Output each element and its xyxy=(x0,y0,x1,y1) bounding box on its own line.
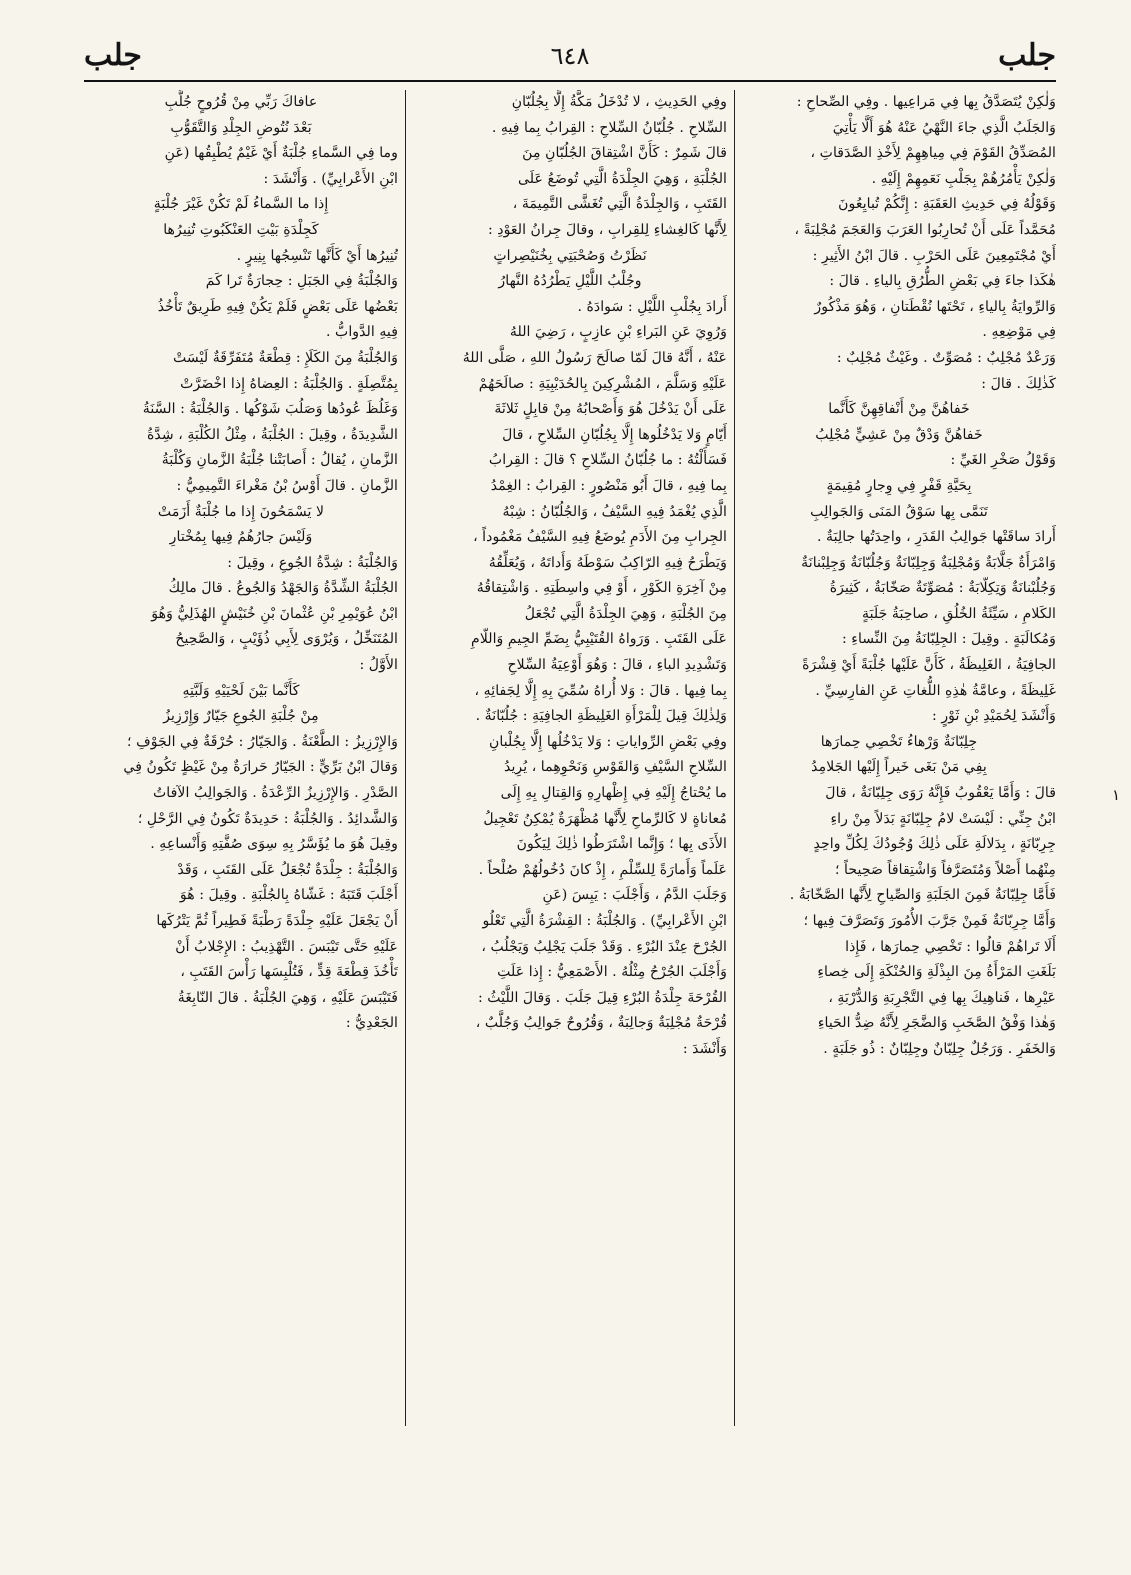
text-line: غَلِيظَةً ، وعامَّةُ هٰذِهِ اللُّغاتِ عَنِ الفارِسِيِّ . xyxy=(815,682,1056,699)
text-line: وَجَلَبَ الدَّمُ ، وَأَجْلَبَ : يَبِسَ (عَنِ xyxy=(542,887,727,904)
text-line: أَيْ مُجْتَمِعِينَ عَلَى الحَرْبِ . قالَ ابْنُ الأَثِيرِ : xyxy=(812,247,1056,264)
header-rule xyxy=(84,80,1056,82)
text-line: وجُلْبُ اللَّيْلِ يَطْرُدُهُ النَّهارُ xyxy=(498,273,642,290)
text-line: الجُلْبَةُ الشِّدَّةُ وَالجَهْدُ وَالجُوعُ . قالَ مالِكُ xyxy=(168,580,398,597)
text-line: نَظَرْتُ وَصُحْبَتِي بِخُنَيْصِراتٍ xyxy=(493,247,647,264)
text-line: وَرَعْدٌ مُجْلِبٌ : مُصَوِّتٌ . وغَيْثٌ مُجْلِبٌ : xyxy=(836,349,1056,366)
text-line: فَتَيْبَسَ عَلَيْهِ ، وَهِيَ الجُلْبَةُ . قالَ النّابِغَةُ xyxy=(177,989,398,1006)
text-line: وَالجُلْبَةُ فِي الجَبَلِ : حِجارَةٌ تَرا كَمَ xyxy=(205,273,398,290)
text-line: وَالرِّوايَةُ بِالياءِ ، تَحْتَها نُقْطَتانِ ، وَهُوَ مَذْكُورٌ xyxy=(814,298,1056,315)
text-line: وَأَنْشَدَ لِحُمَيْدِ بْنِ ثَوْرٍ : xyxy=(932,708,1056,725)
page-header xyxy=(84,38,1056,82)
text-line: وَيَطْرَحُ فِيهِ الرّاكِبُ سَوْطَهُ وَأَداتَهُ ، وَيُعَلِّقُهُ xyxy=(488,554,727,571)
text-line: مُعاناةٍ لا كَالرِّماحِ لِأَنَّها مُظْهَرَةٌ يُمْكِنُ تَعْجِيلُ xyxy=(483,810,727,827)
text-line: مُحَمَّداً عَلَى أَنْ تُحارِبُوا العَرَبَ وَالعَجَمَ مُجْلِبَةً ، xyxy=(794,221,1056,238)
text-line: قالَ : وَأَمَّا يَعْقُوبُ فَإِنَّهُ رَوَى جِلِبّانَةٌ ، قالَ xyxy=(825,785,1056,802)
column-left xyxy=(84,90,398,1430)
text-line: قُرْحَةٌ مُجْلِبَةٌ وَجالِبَةٌ ، وَقُرُوحٌ جَوالِبُ وَجُلَّبٌ ، xyxy=(475,1015,727,1032)
headword-right: جلب xyxy=(998,38,1056,73)
text-line: كَجِلْدَةِ بَيْتِ العَنْكَبُوتِ تُنِيرُها xyxy=(163,221,319,238)
text-line: هٰكَذا جاءَ فِي بَعْضِ الطُّرُقِ بِالياءِ . قالَ : xyxy=(829,273,1056,290)
text-line: وَقَوْلُ صَخْرِ الغَيِّ : xyxy=(950,452,1056,469)
text-line: الجِرابِ مِنَ الأَدَمِ يُوضَعُ فِيهِ السَّيْفُ مَغْمُوداً ، xyxy=(473,529,727,546)
text-line: وَالجُلْبَةُ مِنَ الكَلَإِ : قِطْعَةٌ مُتَفَرِّقَةٌ لَيْسَتْ xyxy=(173,349,398,366)
text-line: الجافِيَةُ ، الغَلِيظَةُ ، كَأَنَّ عَلَيْها جُلْبَةً أَيْ قِشْرَةً xyxy=(802,657,1056,674)
text-line: وَجُلُبْنانَةٌ وَتِكِلّابَةٌ : مُصَوِّتَةٌ صَخّابَةٌ ، كَثِيرَةُ xyxy=(829,580,1056,597)
text-line: وَالخَفَرِ . وَرَجُلٌ جِلِبّانٌ وجِلِبّانٌ : ذُو جَلَبَةٍ . xyxy=(823,1040,1056,1057)
text-line: تَأْخُذَ قِطْعَةَ قِدٍّ ، فَتُلْبِسَها رَأْسَ القَتَبِ ، xyxy=(180,964,398,981)
text-line: القَتَبِ ، وَالجِلْدَةُ الَّتِي تُغَشَّى التَّمِيمَةَ ، xyxy=(512,196,727,213)
text-line: وَهٰذا وَفْقُ الصَّخَبِ وَالضَّجَرِ لِأَنَّهُ ضِدُّ الحَياءِ xyxy=(817,1015,1056,1032)
text-line: مِنْ آخِرَةِ الكَوْرِ ، أَوْ فِي واسِطَتِهِ . وَاشْتِقاقُهُ xyxy=(476,580,727,597)
text-line: الجَعْدِيُّ : xyxy=(345,1015,398,1032)
text-line: وَامْرَأَةٌ جَلَّابَةٌ وَمُجْلِبَةٌ وَجِلِبّانَةٌ وَجُلُبّانَةٌ وَجِلِبْنانَةٌ xyxy=(801,554,1056,571)
text-line: بِحَيَّةِ قَفْرٍ فِي وِجارٍ مُقِيمَةٍ xyxy=(826,477,972,494)
margin-mark: ١ xyxy=(1112,786,1121,804)
text-line: أَجْلَبَ قَتَبَهُ : غَشّاهُ بِالجُلْبَةِ . وقِيلَ : هُوَ xyxy=(179,887,398,904)
text-line: وَالجَلَبُ الَّذِي جاءَ النَّهْيُ عَنْهُ هُوَ أَلَّا يَأْتِيَ xyxy=(832,119,1056,136)
text-line: خَفاهُنَّ وَدْقٌ مِنْ عَشِيٍّ مُجْلِبُ xyxy=(815,426,983,443)
text-line: جِرِبّانَةٍ ، بِدَلالَةِ عَلَى ذٰلِكَ وُجُودُكَ لِكُلِّ واحِدٍ xyxy=(813,836,1056,853)
text-line: مِنْ جُلْبَةِ الجُوعِ جَيّارٌ وَإِرْزِيزُ xyxy=(163,708,319,725)
text-line: قالَ شَمِرٌ : كَأَنَّ اشْتِقاقَ الجُلُبّانِ مِنَ xyxy=(522,145,727,162)
text-line: أَرادَ بِجُلْبِ اللَّيْلِ : سَوادَهُ . xyxy=(577,298,727,315)
text-line: لِأَنَّها كَالغِشاءِ لِلقِرابِ ، وقالَ جِرانُ العَوْدِ : xyxy=(487,221,727,238)
text-line: وَلَيْسَ جارُهُمُ فِيها بِمُخْتارِ xyxy=(169,529,313,546)
text-line: أَنْ يَجْعَلَ عَلَيْهِ جِلْدَةً رَطْبَةً فَطِيراً ثُمَّ يَتْرُكَها xyxy=(156,913,398,929)
column-divider-left xyxy=(405,90,406,1426)
text-line: مِنَ الجُلْبَةِ ، وَهِيَ الجِلْدَةُ الَّتِي تُجْعَلُ xyxy=(524,605,727,622)
text-line: بَعْضُها عَلَى بَعْضٍ فَلَمْ يَكُنْ فِيهِ طَرِيقٌ تَأْخُذُ xyxy=(157,298,398,315)
text-line: الكَلامِ ، سَيِّئَةُ الخُلُقِ ، صاحِبَةُ جَلَبَةٍ xyxy=(862,605,1056,622)
text-line: وَرُوِيَ عَنِ البَراءِ بْنِ عازِبٍ ، رَضِيَ اللهُ xyxy=(509,324,727,341)
text-line: لا يَسْمَحُونَ إِذا ما جُلْبَةٌ أَزَمَتْ xyxy=(157,503,325,520)
text-line: الزَّمانِ . قالَ أَوْسُ بْنُ مَغْراءَ التَّمِيمِيُّ : xyxy=(176,477,398,494)
text-line: أَرادَ ساقَتْها جَوالِبُ القَدَرِ ، واحِدَتُها جالِبَةٌ . xyxy=(816,529,1056,546)
text-line: السِّلاحِ السَّيْفِ وَالقَوْسِ وَنَحْوِهِما ، يُرِيدُ xyxy=(504,759,727,776)
text-line: عَلَيْهِ حَتَّى تَيْبَسَ . التَّهْذِيبُ : الإِجْلابُ أَنْ xyxy=(175,938,398,955)
text-line: بَعْدَ نُتُوضِ الجِلْدِ وَالتَّقَوُّبِ xyxy=(170,119,312,136)
text-line: الشَّدِيدَةُ ، وقِيلَ : الجُلْبَةُ ، مِثْلُ الكُلْبَةِ ، شِدَّةُ xyxy=(146,426,398,443)
text-line: جِلِبّانَةٌ وَرْهاءُ تَخْصِي حِمارَها xyxy=(820,733,978,750)
text-line: فِي مَوْضِعِهِ . xyxy=(982,324,1056,341)
text-line: كَذٰلِكَ . قالَ : xyxy=(981,375,1056,392)
text-line: وَالشَّدائِدُ . وَالجُلْبَةُ : حَدِيدَةٌ تَكُونُ فِي الرَّحْلِ ؛ xyxy=(137,810,398,827)
text-line: خَفاهُنَّ مِنْ أَنْفاقِهِنَّ كَأَنَّما xyxy=(828,401,970,418)
text-line: إِذا ما السَّماءُ لَمْ تَكُنْ غَيْرَ جُلْبَةٍ xyxy=(153,196,329,213)
text-line: عافاكَ رَبِّي مِنْ قُرُوحٍ جُلَّبِ xyxy=(164,94,318,110)
text-line: ما يُحْتاجُ إِلَيْهِ فِي إِظْهارِهِ وَالقِتالِ بِهِ إِلَى xyxy=(500,785,727,802)
text-line: الأَوَّلُ : xyxy=(359,657,398,674)
text-line: بِمُتَّصِلَةٍ . وَالجُلْبَةُ : العِضاهُ إِذا اخْضَرَّتْ xyxy=(180,375,398,392)
text-line: الأَذَى بِها ؛ وَإِنَّما اشْتَرَطُوا ذٰلِكَ لِيَكُونَ xyxy=(516,836,727,853)
text-line: الصَّدْرِ . وَالإِرْزِيزُ الرِّعْدَةُ . وَالجَوالِبُ الآفاتُ xyxy=(152,785,398,802)
text-line: فَسَأَلْتُهُ : ما جُلُبّانُ السِّلاحِ ؟ قالَ : القِرابُ xyxy=(488,452,727,469)
text-line: وَأَمَّا جِرِبّانَةٌ فَمِنْ جَرَّبَ الأُمُورَ وَتَصَرَّفَ فِيها ؛ xyxy=(803,913,1056,929)
text-line: وَلٰكِنْ يَأْمُرُهُمْ بِجَلْبِ نَعَمِهِمْ إِلَيْهِ . xyxy=(871,170,1056,187)
text-line: بِما فِيهِ ، قالَ أَبُو مَنْصُورٍ : القِرابُ : الغِمْدُ xyxy=(490,477,727,494)
text-line: ابْنِ الأَعْرابِيِّ) . وَأَنْشَدَ : xyxy=(263,170,398,187)
text-line: وَقالَ ابْنُ بَرِّيٍّ : الجَيّارُ حَرارَةٌ مِنْ غَيْظٍ تَكُونُ فِي xyxy=(123,759,398,776)
text-line: وَلٰكِنْ يُتَصَدَّقُ بِها فِي مَراعِيها . وفِي الصِّحاحِ : xyxy=(796,94,1056,110)
column-middle xyxy=(413,90,727,1430)
text-line: ابْنُ جِنِّي : لَيْسَتْ لامُ جِلِبّانَةٍ بَدَلاً مِنْ راءِ xyxy=(830,810,1056,827)
text-line: وَأَجْلَبَ الجُرْحُ مِثْلُهُ . الأَصْمَعِيُّ : إِذا عَلَتِ xyxy=(497,964,727,981)
text-line: عَيْرِها ، فَناهِيكَ بِها فِي التَّجْرِبَةِ وَالدُّرْبَةِ ، xyxy=(828,989,1056,1006)
text-line: بَلَغَتِ المَرْأَةُ مِنَ البِذْلَةِ وَالحُنْكَةِ إِلَى خِصاءِ xyxy=(817,964,1056,981)
text-line: وَالجُلْبَةُ : شِدَّةُ الجُوعِ ، وقِيلَ : xyxy=(227,554,398,571)
text-line: وَغَلُظَ عُودُها وَصَلُبَ شَوْكُها . وَالجُلْبَةُ : السَّنَةُ xyxy=(142,401,398,418)
text-line: تَنَمَّى بِها سَوْقُ المَنَى وَالجَوالِبِ xyxy=(810,503,988,520)
text-line: ابْنُ عُوَيْمِرِ بْنِ عُثْمانَ بْنِ خُنَيْشٍ الهُذَلِيُّ وَهُوَ xyxy=(151,605,398,622)
text-line: بِما فِيها . قالَ : وَلا أُراهُ سُمِّيَ بِهِ إِلَّا لِجَفائِهِ ، xyxy=(474,682,727,699)
text-line: بِفِي مَنْ بَغَى خَيراً إِلَيْها الجَلامِدُ xyxy=(811,759,987,776)
text-line: ابْنِ الأَعْرابِيِّ) . وَالجُلْبَةُ : القِشْرَةُ الَّتِي تَعْلُو xyxy=(482,913,727,929)
text-line: عَلَماً وَأَمارَةً لِلسِّلْمِ ، إِذْ كانَ دُخُولُهُمْ صُلْحاً . xyxy=(478,861,727,878)
text-line: وَمُكالَبَةٍ . وقِيلَ : الجِلِبّانَةُ مِنَ النِّساءِ : xyxy=(842,631,1056,648)
text-line: وفِي بَعْضِ الرِّواياتِ : وَلا يَدْخُلُها إِلَّا بِجُلْبانِ xyxy=(488,733,727,750)
text-line: عَلَيْهِ وَسَلَّمَ ، المُشْرِكِينَ بِالحُدَيْبِيَةِ : صالَحَهُمْ xyxy=(478,375,727,392)
column-right xyxy=(742,90,1056,1430)
headword-left: جلب xyxy=(84,38,142,73)
text-line: تُنِيرُها أَيْ كَأَنَّها تَنْسِجُها بِنِيرٍ . xyxy=(236,247,398,264)
text-line: وَأَنْشَدَ : xyxy=(682,1040,727,1057)
text-line: وَقَوْلُهُ فِي حَدِيثِ العَقَبَةِ : إِنَّكُمْ تُبايِعُونَ xyxy=(838,196,1056,213)
text-line: كَأَنَّما بَيْنَ لَحْيَيْهِ وَلَبَّتِهِ xyxy=(182,682,300,699)
text-line: المُتَنَخِّلُ ، وَيُرْوَى لِأَبِي ذُؤَيْبٍ ، وَالصَّحِيحُ xyxy=(175,631,398,648)
text-line: وَالجُلْبَةُ : جِلْدَةٌ تُجْعَلُ عَلَى القَتَبِ ، وَقَدْ xyxy=(177,861,398,878)
text-line: عَنْهُ ، أَنَّهُ قالَ لَمّا صالَحَ رَسُولُ اللهِ ، صَلَّى اللهُ xyxy=(462,349,727,366)
text-line: وفِي الحَدِيثِ ، لا تُدْخَلُ مَكَّةُ إِلَّا بِجُلُبّانِ xyxy=(511,94,727,110)
text-line: المُصَدِّقُ القَوْمَ فِي مِياهِهِمْ لِأَخْذِ الصَّدَقاتِ ، xyxy=(810,145,1056,162)
text-line: وَلِذٰلِكَ قِيلَ لِلْمَرْأَةِ الغَلِيظَةِ الجافِيَةِ : جُلُبّانَةٌ . xyxy=(475,708,727,725)
text-line: وَتَشْدِيدِ الباءِ ، قالَ : وَهُوَ أَوْعِيَةُ السِّلاحِ xyxy=(507,657,727,674)
column-divider-right xyxy=(734,90,735,1426)
text-line: وَالإِرْزِيزُ : الطَّعْنَةُ . وَالجَيّارُ : حُرْقَةٌ فِي الجَوْفِ ؛ xyxy=(127,733,398,750)
text-line: مِنْهُما أَصْلاً وَمُتَصَرَّفاً وَاشْتِقاقاً صَحِيحاً ؛ xyxy=(835,861,1056,878)
text-line: الجُلْبَةِ ، وَهِيَ الجِلْدَةُ الَّتِي تُوضَعُ عَلَى xyxy=(517,170,727,187)
text-line: أَيّامٍ وَلا يَدْخُلُوها إِلَّا بِجُلُبّانِ السِّلاحِ ، قالَ xyxy=(502,426,727,443)
page-number: ٦٤٨ xyxy=(550,42,590,70)
text-line: عَلَى أَنْ يَدْخُلَ هُوَ وَأَصْحابُهُ مِنْ قابِلٍ ثَلاثَةَ xyxy=(494,401,727,418)
text-line: فِيهِ الدَّوابُّ . xyxy=(325,324,398,341)
text-line: القُرْحَةَ جِلْدَةُ البُرْءِ قِيلَ جَلَبَ . وَقالَ اللَّيْثُ : xyxy=(477,989,727,1006)
text-line: فَأَمَّا جِلِبّانَةٌ فَمِنَ الجَلَبَةِ وَالصِّياحِ لِأَنَّها الصَّخّابَةُ . xyxy=(789,887,1056,904)
text-line: وقِيلَ هُوَ ما يُؤَسَّرُ بِهِ سِوَى صُفَّتِهِ وَأَنْساعِهِ . xyxy=(150,836,398,853)
text-line: أَلَا تَراهُمْ قالُوا : تَخْصِي حِمارَها ، فَإِذا xyxy=(845,938,1056,955)
text-line: وما فِي السَّماءِ جُلْبَةٌ أَيْ غَيْمٌ يُطْبِقُها (عَنِ xyxy=(164,145,398,162)
text-line: الجُرْحَ عِنْدَ البُرْءِ . وَقَدْ جَلَبَ يَجْلِبُ وَيَجْلُبُ ، xyxy=(481,938,727,955)
text-line: السِّلاحِ . جُلُبّانُ السِّلاحِ : القِرابُ بِما فِيهِ . xyxy=(491,119,727,136)
text-line: عَلَى القَتَبِ . وَرَواهُ القُتَيْبِيُّ بِضَمِّ الجِيمِ وَاللّامِ xyxy=(471,631,727,648)
text-line: الَّذِي يُغْمَدُ فِيهِ السَّيْفُ ، وَالجُلُبّانُ : شِبْهُ xyxy=(502,503,727,520)
text-line: الزَّمانِ ، يُقالُ : أَصابَتْنا جُلْبَةُ الزَّمانِ وَكُلْبَةُ xyxy=(161,452,398,469)
